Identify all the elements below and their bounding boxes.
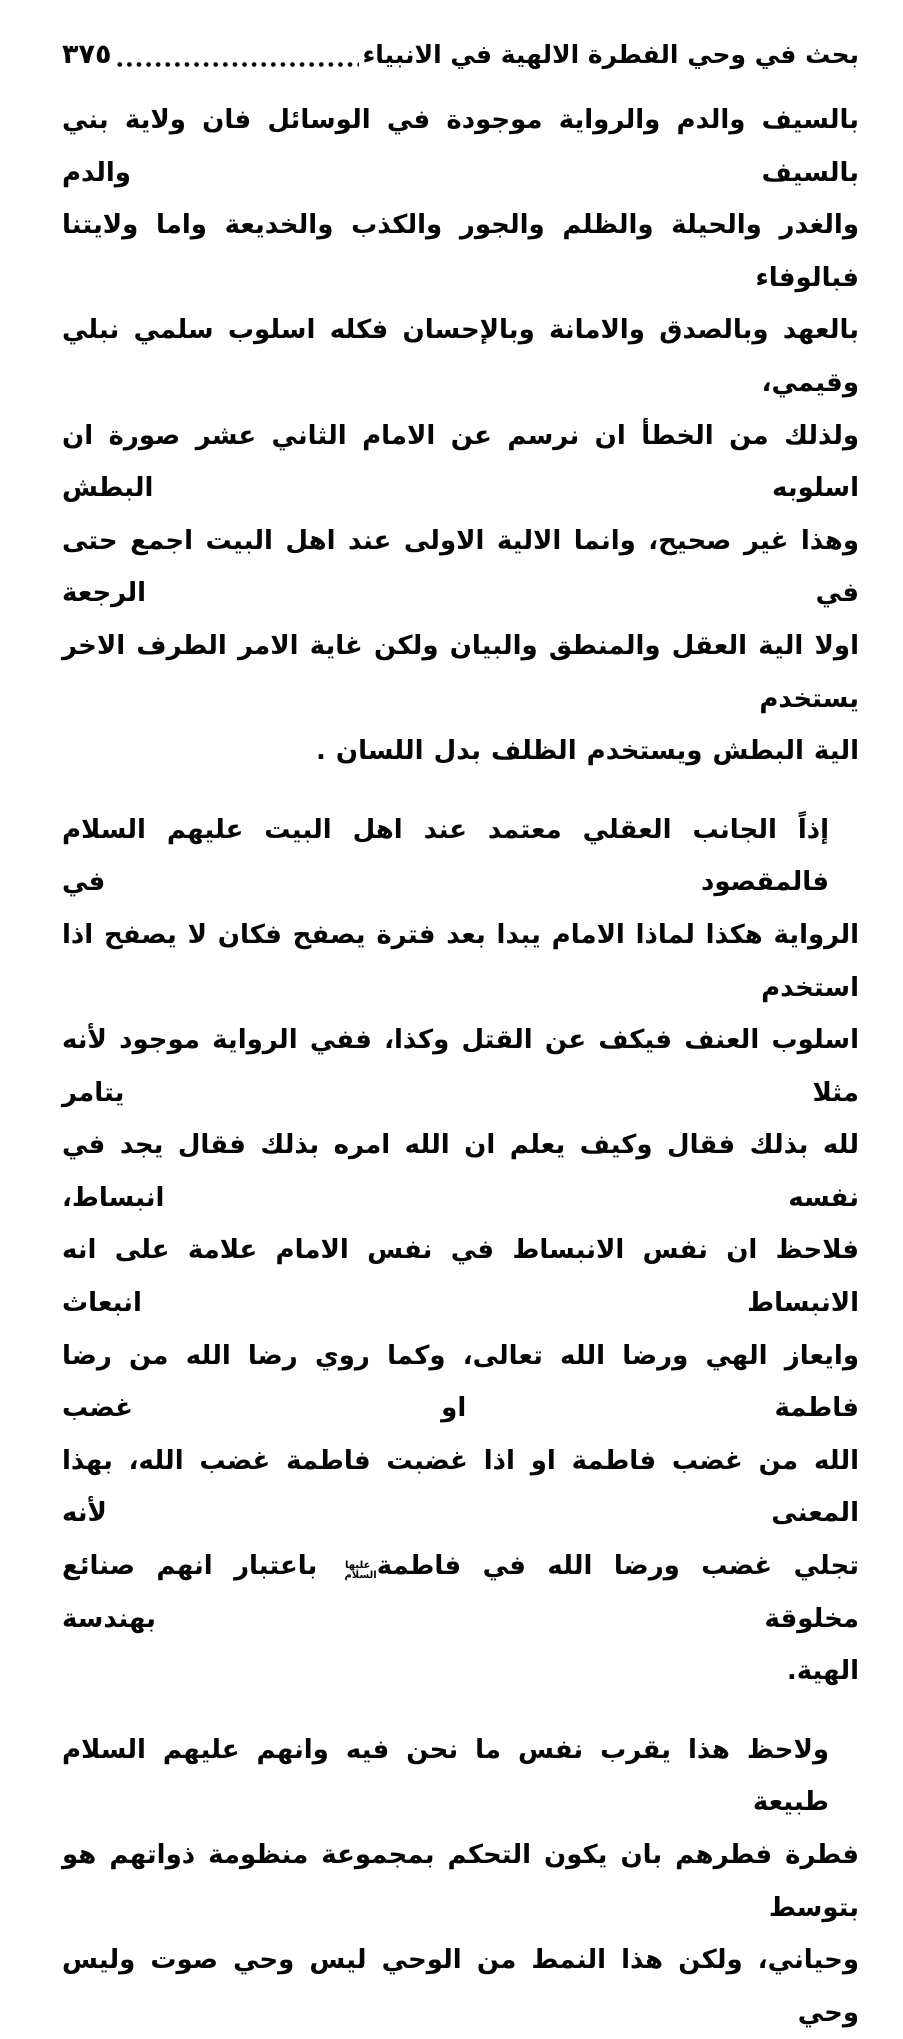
text-line: اسلوب العنف فيكف عن القتل وكذا، ففي الرواية موجود لأنه مثلا يتامر xyxy=(62,1025,859,1108)
text-line: بالسيف والدم والرواية موجودة في الوسائل فان ولاية بني بالسيف والدم xyxy=(62,105,859,188)
text-line: ولذلك من الخطأ ان نرسم عن الامام الثاني عشر صورة ان اسلوبه البطش xyxy=(62,420,859,504)
header-title: بحث في وحي الفطرة الالهية في الانبياء xyxy=(362,40,859,69)
text-line: الله من غضب فاطمة او اذا غضبت فاطمة غضب الله، بهذا المعنى لأنه xyxy=(62,1445,859,1529)
text-line: وهذا غير صحيح، وانما الالية الاولى عند اهل البيت اجمع حتى في الرجعة xyxy=(62,525,859,609)
dot-leader xyxy=(115,61,358,68)
alayhas-salaam-honorific-icon: عليها السلام xyxy=(344,1560,377,1582)
page-number: ٣٧٥ xyxy=(62,39,112,70)
text-line: لله بذلك فقال وكيف يعلم ان الله امره بذلك فقال يجد في نفسه انبساط، xyxy=(62,1130,859,1213)
text-line: ولاحظ هذا يقرب نفس ما نحن فيه وانهم عليهم السلام طبيعة xyxy=(62,1734,829,1818)
paragraph xyxy=(62,804,859,1698)
text-line: فطرة فطرهم بان يكون التحكم بمجموعة منظومة ذواتهم هو بتوسط xyxy=(62,1840,859,1923)
paragraph xyxy=(62,1724,859,2039)
text-line: وايعاز الهي ورضا الله تعالى، وكما روي رضا الله من رضا فاطمة او غضب xyxy=(62,1340,859,1424)
page-header xyxy=(62,34,859,76)
text-line: اولا الية العقل والمنطق والبيان ولكن غاية الامر الطرف الاخر يستخدم xyxy=(62,630,859,714)
text-line: بالعهد وبالصدق والامانة وبالإحسان فكله اسلوب سلمي نبلي وقيمي، xyxy=(62,315,859,398)
text-line: إذاً الجانب العقلي معتمد عند اهل البيت عليهم السلام فالمقصود في xyxy=(62,814,829,898)
text-line: الهية. xyxy=(786,1656,859,1687)
book-page xyxy=(0,34,903,2028)
text-line: الية البطش ويستخدم الظلف بدل اللسان . xyxy=(315,736,859,767)
body-text xyxy=(62,94,859,2039)
text-segment: باعتبار انهم صنائع مخلوقة بهندسة xyxy=(62,1551,859,1634)
text-segment: تجلي غضب ورضا الله في فاطمة xyxy=(376,1551,859,1582)
text-line xyxy=(62,1540,859,1645)
paragraph xyxy=(62,94,859,778)
text-line: الرواية هكذا لماذا الامام يبدا بعد فترة يصفح فكان لا يصفح اذا استخدم xyxy=(62,919,859,1003)
text-line: والغدر والحيلة والظلم والجور والكذب والخديعة واما ولايتنا فبالوفاء xyxy=(62,210,859,293)
text-line: وحياني، ولكن هذا النمط من الوحي ليس وحي صوت وليس وحي xyxy=(62,1945,859,2028)
text-line: فلاحظ ان نفس الانبساط في نفس الامام علامة على انه الانبساط انبعاث xyxy=(62,1235,859,1319)
